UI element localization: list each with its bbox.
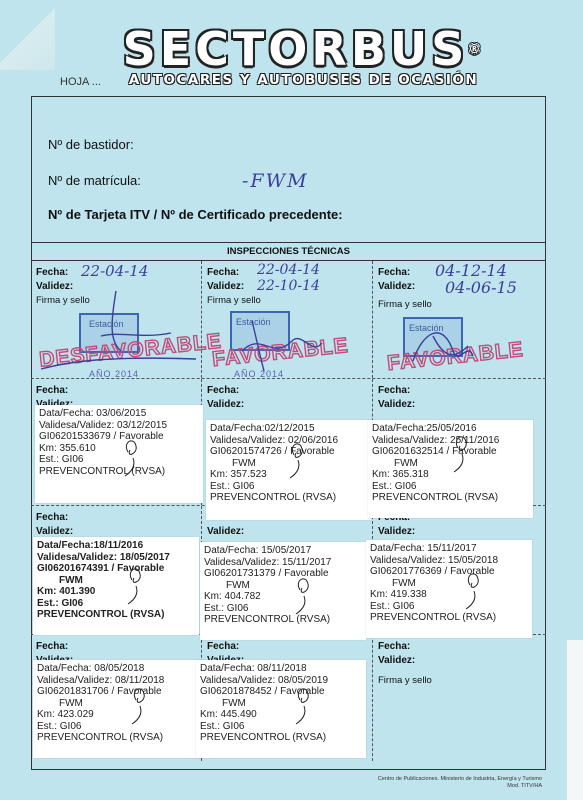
slip-validez: Validesa/Validez: 08/05/2019	[200, 674, 329, 686]
firma-label: Firma y sello	[378, 299, 432, 310]
stamp-year: AÑO 2014	[234, 369, 285, 379]
slip-est: Est.: GI06	[37, 597, 84, 609]
slip-plate: FWM	[394, 457, 418, 469]
validez-label: Validez:	[378, 281, 416, 292]
logo-wordmark	[96, 24, 511, 74]
scan-edge	[567, 640, 583, 800]
tarjeta-label: Nº de Tarjeta ITV / Nº de Certificado precedente:	[48, 207, 343, 222]
footer-model: Mod. TITV/HA	[507, 783, 542, 789]
slip-fecha: Data/Fecha: 03/06/2015	[39, 408, 147, 419]
matricula-label: Nº de matrícula:	[48, 173, 141, 188]
slip-km: Km: 445.490	[200, 709, 257, 720]
slip-id: GI06201533679 / Favorable	[39, 431, 164, 442]
slip-id: GI06201632514 / Favorable	[372, 446, 497, 457]
slip-plate: FWM	[59, 574, 83, 586]
logo-tagline: AUTOCARES Y AUTOBUSES DE OCASIÓN	[128, 72, 479, 88]
slip-plate: FWM	[232, 457, 256, 469]
slip-fecha: Data/Fecha:18/11/2016	[37, 540, 144, 551]
slip-company: PREVENCONTROL (RVSA)	[210, 492, 337, 503]
logo-registered: ®	[468, 42, 485, 56]
stamp-estacion: Estación	[89, 319, 124, 329]
slip-validez: Validesa/Validez: 03/12/2015	[39, 419, 168, 431]
fecha-label: Fecha:	[36, 385, 69, 396]
fecha-label: Fecha:	[207, 267, 240, 278]
slip-km: Km: 404.782	[204, 591, 261, 602]
slip-plate: FWM	[226, 579, 250, 591]
fecha-handwritten: 22-04-14	[81, 262, 149, 280]
slip-company: PREVENCONTROL (RVSA)	[37, 609, 165, 620]
fecha-label: Fecha:	[207, 641, 240, 652]
slip-km: Km: 357.523	[210, 469, 267, 480]
fecha-label: Fecha:	[378, 267, 411, 278]
slip-fecha: Data/Fecha: 08/05/2018	[37, 663, 145, 674]
validez-label: Validez:	[207, 399, 245, 410]
slip-company: PREVENCONTROL (RVSA)	[39, 465, 166, 477]
slip-id: GI06201574726 / Favorable	[210, 446, 335, 457]
favorable-stamp: FAVORABLE	[211, 333, 350, 372]
validez-label: Validez:	[378, 526, 416, 537]
fecha-label: Fecha:	[36, 512, 69, 523]
inspections-title: INSPECCIONES TÉCNICAS	[31, 242, 546, 261]
slip-est: Est.: GI06	[200, 720, 245, 732]
fecha-label: Fecha:	[378, 641, 411, 652]
slip-validez: Validesa/Validez: 02/06/2016	[210, 434, 339, 446]
logo-main-text: SECTORBUS	[122, 22, 469, 76]
slip-company: PREVENCONTROL (RVSA)	[37, 732, 164, 743]
validez-label: Validez:	[207, 281, 245, 292]
slip-validez: Validesa/Validez: 15/05/2018	[370, 554, 499, 566]
slip-validez: Validesa/Validez: 25/11/2016	[372, 434, 500, 446]
slip-plate: FWM	[392, 577, 416, 589]
stamp-estacion: Estación	[409, 323, 444, 333]
fecha-handwritten: 04-12-14	[435, 261, 507, 280]
validez-label: Validez:	[36, 281, 74, 292]
firma-label: Firma y sello	[36, 295, 90, 306]
slip-fecha: Data/Fecha: 15/11/2017	[370, 543, 477, 554]
slip-est: Est.: GI06	[204, 602, 249, 614]
slip-est: Est.: GI06	[210, 480, 255, 492]
slip-est: Est.: GI06	[372, 480, 417, 492]
fecha-label: Fecha:	[207, 385, 240, 396]
slip-plate: FWM	[59, 697, 83, 709]
desfavorable-stamp: DESFAVORABLE	[38, 329, 223, 372]
slip-id: GI06201831706 / Favorable	[37, 686, 162, 697]
slip-company: PREVENCONTROL (RVSA)	[200, 732, 327, 743]
fecha-handwritten: 22-04-14	[257, 262, 320, 278]
fecha-label: Fecha:	[36, 267, 69, 278]
matricula-value: -FWM	[242, 170, 309, 192]
slip-company: PREVENCONTROL (RVSA)	[370, 612, 497, 623]
slip-id: GI06201674391 / Favorable	[37, 563, 165, 574]
footer-publisher: Centro de Publicaciones. Ministerio de Industria, Energía y Turismo	[377, 776, 542, 782]
slip-fecha: Data/Fecha:25/05/2016	[372, 423, 477, 434]
slip-est: Est.: GI06	[39, 454, 84, 465]
slip-km: Km: 365.318	[372, 469, 429, 480]
slip-est: Est.: GI06	[37, 720, 82, 732]
slip-est: Est.: GI06	[370, 600, 415, 612]
fecha-label: Fecha:	[36, 641, 69, 652]
slip-fecha: Data/Fecha: 15/05/2017	[204, 545, 312, 556]
slip-validez: Validesa/Validez: 08/11/2018	[37, 674, 165, 686]
slip-id: GI06201878452 / Favorable	[200, 686, 325, 697]
footer	[352, 776, 542, 790]
slip-validez: Validesa/Validez: 15/11/2017	[204, 556, 332, 568]
validez-label: Validez:	[378, 655, 416, 666]
slip-company: PREVENCONTROL (RVSA)	[372, 492, 499, 503]
validez-handwritten: 22-10-14	[257, 278, 320, 294]
validez-label: Validez:	[378, 399, 416, 410]
slip-validez: Validesa/Validez: 18/05/2017	[37, 551, 170, 563]
slip-km: Km: 423.029	[37, 709, 94, 720]
validez-label: Validez:	[207, 526, 245, 537]
slip-km: Km: 419.338	[370, 589, 427, 600]
slip-plate: FWM	[222, 697, 246, 709]
slip-km: Km: 401.390	[37, 586, 96, 597]
validez-label: Validez:	[36, 526, 74, 537]
slip-fecha: Data/Fecha:02/12/2015	[210, 423, 315, 434]
bastidor-label: Nº de bastidor:	[48, 137, 134, 152]
stamp-year: AÑO 2014	[89, 369, 140, 379]
slip-company: PREVENCONTROL (RVSA)	[204, 614, 331, 625]
slip-id: GI06201731379 / Favorable	[204, 568, 329, 579]
sectorbus-logo	[96, 24, 511, 94]
firma-label: Firma y sello	[378, 675, 432, 686]
validez-handwritten: 04-06-15	[445, 278, 517, 297]
firma-label: Firma y sello	[207, 295, 261, 306]
slip-fecha: Data/Fecha: 08/11/2018	[200, 663, 307, 674]
slip-id: GI06201776369 / Favorable	[370, 566, 495, 577]
favorable-stamp: FAVORABLE	[386, 337, 525, 376]
fecha-label: Fecha:	[378, 385, 411, 396]
slip-km: Km: 355.610	[39, 442, 96, 454]
hoja-label: HOJA ...	[60, 76, 101, 88]
stamp-estacion: Estación	[236, 317, 271, 327]
